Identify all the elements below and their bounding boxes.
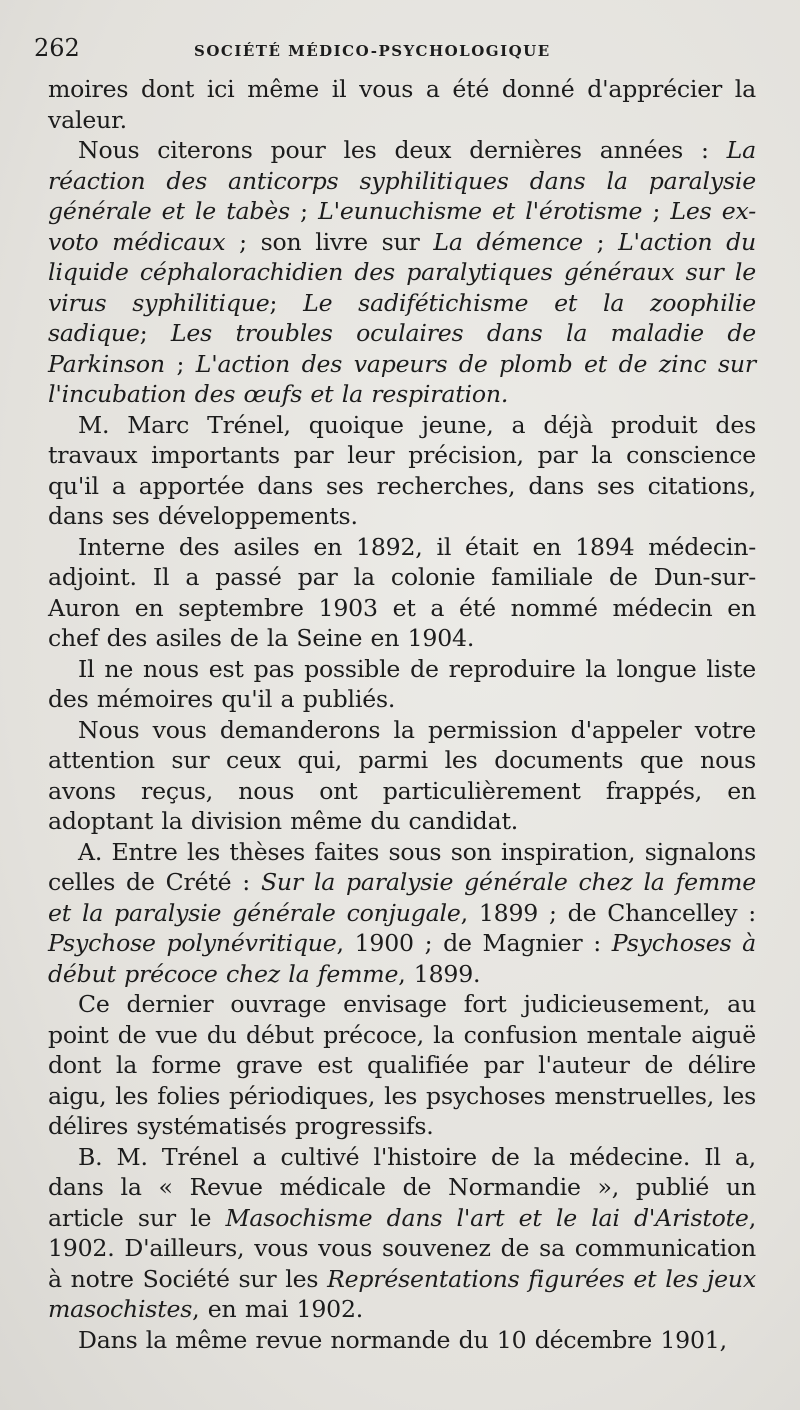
italic-title: Sur la paralysie générale chez la femme et la paralysie générale conjugale xyxy=(48,868,756,927)
text-run: ; xyxy=(164,349,196,378)
text-run: A. Entre les thèses faites sous son inspiration, signalons celles de Crété : xyxy=(48,837,756,896)
text-run: , 1899 ; de Chancelley : xyxy=(460,898,756,927)
text-run: Nous vous demanderons la permission d'appeler votre attention sur ceux qui, parmi les documents que nous avons reçus, nous ont particulièrement frappés, en adoptant la division même du candidat. xyxy=(48,715,756,835)
running-title: SOCIÉTÉ MÉDICO-PSYCHOLOGIQUE xyxy=(194,42,551,60)
paragraph xyxy=(48,135,756,410)
text-run: Interne des asiles en 1892, il était en 1894 médecin-adjoint. Il a passé par la colonie familiale de Dun-sur-Auron en septembre 1903 et a été nommé médecin en chef des asiles de la Seine en 1904. xyxy=(48,532,756,652)
text-run: , 1900 ; de Magnier : xyxy=(336,929,612,957)
text-run: Il ne nous est pas possible de reproduire la longue liste des mémoires qu'il a publiés. xyxy=(48,654,756,713)
paragraph xyxy=(48,532,756,654)
text-run: moires dont ici même il vous a été donné d'apprécier la valeur. xyxy=(48,75,756,134)
italic-title: Les troubles oculaires dans la maladie de Parkinson xyxy=(48,319,756,378)
page-number: 262 xyxy=(34,34,80,62)
italic-title: Représentations figurées et les jeux masochistes xyxy=(48,1264,756,1323)
italic-title: La réaction des anticorps syphilitiques dans la paralysie générale et le tabès xyxy=(48,136,756,225)
paragraph xyxy=(48,837,756,990)
paragraph xyxy=(48,715,756,837)
italic-title: Psychoses à début précoce chez la femme xyxy=(48,929,757,988)
text-run: B. M. Trénel a cultivé l'histoire de la médecine. Il a, dans la « Revue médicale de Normandie », publié un article sur le xyxy=(48,1142,756,1232)
text-run: ; xyxy=(139,319,171,347)
italic-title: Le sadifétichisme et la zoophilie sadique xyxy=(48,288,756,347)
text-run: Ce dernier ouvrage envisage fort judicieusement, au point de vue du début précoce, la confusion mentale aiguë dont la forme grave est qualifiée par l'auteur de délire aigu, les folies périodiques, les psychoses menstruelles, les délires systématisés progressifs. xyxy=(48,990,756,1140)
text-run: ; son livre sur xyxy=(225,227,434,256)
italic-title: L'action du liquide céphalorachidien des paralytiques généraux sur le virus syphilitique xyxy=(48,227,756,317)
body-text xyxy=(48,74,756,1355)
paragraph xyxy=(48,1142,756,1325)
text-run: Dans la même revue normande du 10 décembre 1901, xyxy=(78,1325,727,1354)
paragraph xyxy=(48,410,756,532)
italic-title: Masochisme dans l'art et le lai d'Aristote xyxy=(225,1203,749,1232)
text-run: ; xyxy=(269,288,304,317)
page-header xyxy=(34,34,756,74)
italic-title: L'action des vapeurs de plomb et de zinc sur l'incubation des œufs et la respiration. xyxy=(48,349,756,408)
text-run: , 1902. D'ailleurs, vous vous souvenez de sa communication à notre Société sur les xyxy=(48,1203,756,1293)
paragraph xyxy=(48,989,756,1142)
text-run: , 1899. xyxy=(398,959,481,988)
paragraph xyxy=(48,1325,756,1356)
italic-title: Psychose polynévritique xyxy=(48,929,337,957)
text-run: Nous citerons pour les deux dernières années : xyxy=(78,136,727,164)
italic-title: Les ex-voto médicaux xyxy=(48,197,756,256)
paragraph xyxy=(48,654,756,715)
text-run: ; xyxy=(642,197,671,225)
paragraph xyxy=(48,74,756,135)
text-run: M. Marc Trénel, quoique jeune, a déjà produit des travaux importants par leur précision, par la conscience qu'il a apportée dans ses recherches, dans ses citations, dans ses développements. xyxy=(48,410,756,530)
text-run: ; xyxy=(582,227,619,256)
italic-title: La démence xyxy=(433,227,583,256)
italic-title: L'eunuchisme et l'érotisme xyxy=(318,197,643,225)
text-run: , en mai 1902. xyxy=(192,1295,364,1323)
text-run: ; xyxy=(289,197,319,225)
